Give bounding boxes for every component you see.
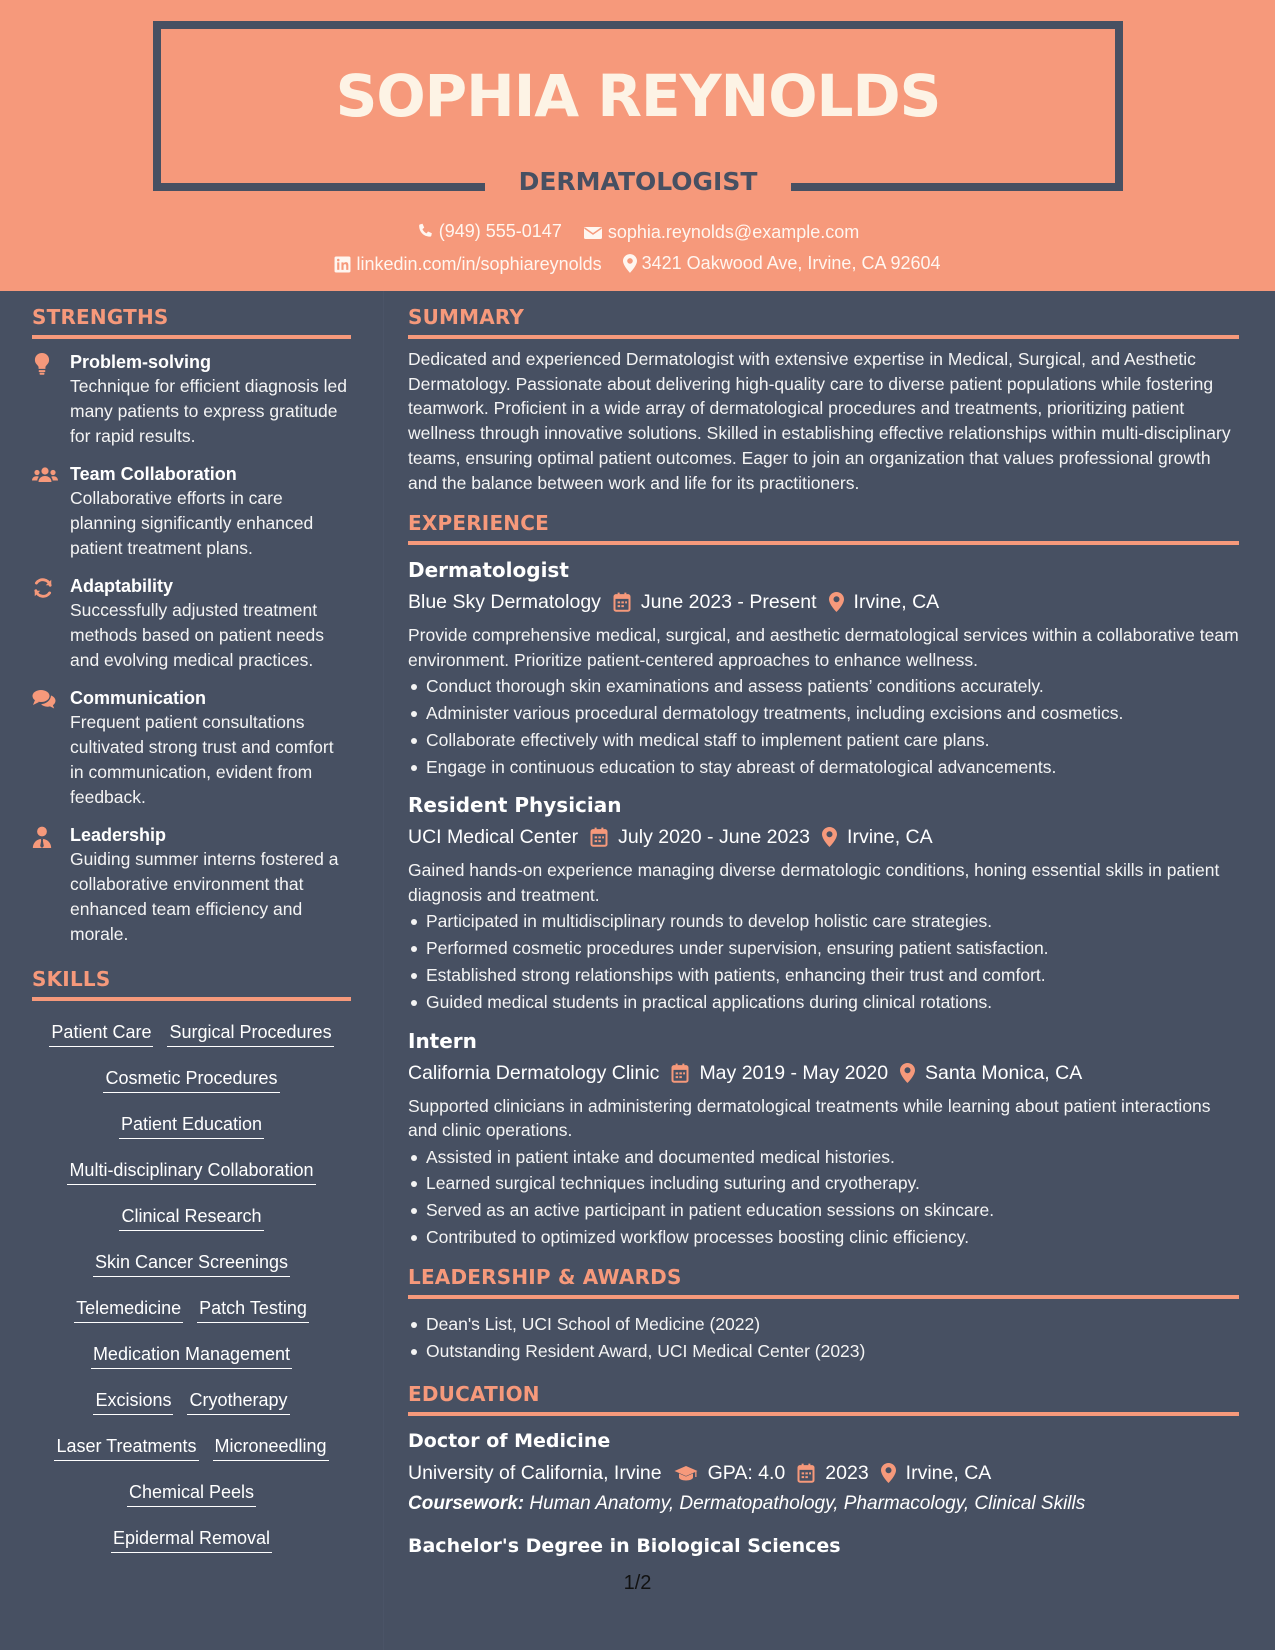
job-dates: May 2019 - May 2020 xyxy=(699,1061,889,1084)
skill-row xyxy=(32,1203,351,1231)
job-bullets xyxy=(408,908,1239,1015)
calendar-icon xyxy=(671,1063,689,1083)
skill-row xyxy=(32,1065,351,1093)
bullet-item: Established strong relationships with patients, enhancing their trust and comfort. xyxy=(408,962,1239,989)
strength-title: Problem-solving xyxy=(70,352,212,372)
graduation-cap-icon xyxy=(674,1464,698,1482)
company-name: UCI Medical Center xyxy=(408,826,579,849)
job-entry xyxy=(408,1028,1239,1251)
strength-title: Adaptability xyxy=(70,576,174,596)
bullet-item: Performed cosmetic procedures under supervision, ensuring patient satisfaction. xyxy=(408,935,1239,962)
bullet-item: Administer various procedural dermatology treatments, including excisions and cosmetics. xyxy=(408,700,1239,727)
skills-heading: SKILLS xyxy=(32,967,351,1001)
job-meta xyxy=(408,1058,1239,1088)
education-heading: EDUCATION xyxy=(408,1382,1239,1416)
strength-desc: Collaborative efforts in care planning significantly enhanced patient treatment plans. xyxy=(70,488,314,558)
strength-item xyxy=(32,575,351,673)
job-title: Dermatologist xyxy=(408,558,569,583)
frame-line-right xyxy=(791,183,1123,191)
skill-tag: Patch Testing xyxy=(197,1295,309,1323)
bullet-item: Contributed to optimized workflow processes boosting clinic efficiency. xyxy=(408,1224,1239,1251)
awards-heading: LEADERSHIP & AWARDS xyxy=(408,1265,1239,1299)
bullet-item: Assisted in patient intake and documented medical histories. xyxy=(408,1144,1239,1171)
frame-line-left xyxy=(153,183,485,191)
users-icon xyxy=(32,463,70,561)
email-text: sophia.reynolds@example.com xyxy=(607,222,860,242)
skill-tag: Microneedling xyxy=(213,1433,329,1461)
phone-text: (949) 555-0147 xyxy=(438,221,562,241)
calendar-icon xyxy=(797,1463,815,1483)
coursework xyxy=(408,1489,1239,1519)
summary-heading: SUMMARY xyxy=(408,305,1239,339)
strength-title: Leadership xyxy=(70,825,167,845)
gpa: GPA: 4.0 xyxy=(707,1462,786,1485)
strength-desc: Guiding summer interns fostered a collaborative environment that enhanced team efficiency and morale. xyxy=(70,849,339,944)
strength-desc: Technique for efficient diagnosis led many patients to express gratitude for rapid results. xyxy=(70,376,347,446)
user-tie-icon xyxy=(32,824,70,947)
bullet-item: Participated in multidisciplinary rounds to develop holistic care strategies. xyxy=(408,908,1239,935)
job-dates: June 2023 - Present xyxy=(640,591,817,614)
job-location: Irvine, CA xyxy=(847,826,933,849)
job-meta xyxy=(408,822,1239,852)
company-name: Blue Sky Dermatology xyxy=(408,591,601,614)
skill-row xyxy=(32,1111,351,1139)
coursework-label: Coursework: xyxy=(408,1493,525,1515)
education-entry xyxy=(408,1533,1239,1559)
skill-tag: Multi-disciplinary Collaboration xyxy=(67,1157,315,1185)
skill-tag: Skin Cancer Screenings xyxy=(93,1249,290,1277)
strength-item xyxy=(32,687,351,810)
job-title: Resident Physician xyxy=(408,793,622,818)
job-bullets xyxy=(408,673,1239,780)
awards-list xyxy=(408,1311,1239,1365)
skill-tag: Patient Education xyxy=(119,1111,264,1139)
strength-item xyxy=(32,824,351,947)
job-title: Intern xyxy=(408,1028,477,1053)
location-pin-icon xyxy=(822,827,837,847)
location-pin-icon xyxy=(623,254,637,273)
job-title: DERMATOLOGIST xyxy=(518,167,758,196)
calendar-icon xyxy=(613,592,631,612)
calendar-icon xyxy=(590,827,608,847)
skill-tag: Chemical Peels xyxy=(127,1479,256,1507)
bullet-item: Engage in continuous education to stay abreast of dermatological advancements. xyxy=(408,754,1239,781)
award-item: Dean's List, UCI School of Medicine (2022) xyxy=(408,1311,1239,1338)
strength-title: Team Collaboration xyxy=(70,464,237,484)
linkedin-text: linkedin.com/in/sophiareynolds xyxy=(356,254,602,274)
skill-tag: Medication Management xyxy=(91,1341,292,1369)
skill-row xyxy=(32,1019,351,1047)
strength-item xyxy=(32,351,351,449)
job-entry xyxy=(408,557,1239,780)
job-location: Santa Monica, CA xyxy=(925,1061,1083,1084)
graduation-year: 2023 xyxy=(825,1462,869,1485)
skill-tag: Cosmetic Procedures xyxy=(103,1065,279,1093)
job-description: Gained hands-on experience managing diverse dermatologic conditions, honing essential skills in patient diagnosis and treatment. xyxy=(408,860,1220,905)
award-item: Outstanding Resident Award, UCI Medical Center (2023) xyxy=(408,1338,1239,1365)
lightbulb-icon xyxy=(32,351,70,449)
skill-tag: Patient Care xyxy=(49,1019,153,1047)
phone-icon xyxy=(416,223,434,241)
skill-tag: Epidermal Removal xyxy=(111,1525,272,1553)
coursework-list: Human Anatomy, Dermatopathology, Pharmacology, Clinical Skills xyxy=(529,1493,1086,1515)
skill-row xyxy=(32,1249,351,1277)
location-pin-icon xyxy=(829,592,844,612)
candidate-name: SOPHIA REYNOLDS xyxy=(335,62,941,130)
skill-row xyxy=(32,1525,351,1553)
sync-icon xyxy=(32,575,70,673)
strength-title: Communication xyxy=(70,688,207,708)
bullet-item: Conduct thorough skin examinations and assess patients’ conditions accurately. xyxy=(408,673,1239,700)
skill-row xyxy=(32,1387,351,1415)
contact-row-1 xyxy=(0,221,1275,246)
job-description: Supported clinicians in administering dermatological treatments while learning about patient interactions and clinic operations. xyxy=(408,1095,1211,1141)
job-dates: July 2020 - June 2023 xyxy=(618,826,811,849)
skill-tag: Telemedicine xyxy=(74,1295,183,1323)
company-name: California Dermatology Clinic xyxy=(408,1061,660,1084)
job-description: Provide comprehensive medical, surgical, and aesthetic dermatological services within a collaborative team environment. Prioritize patient-centered approaches to enhance wellness. xyxy=(408,625,1239,670)
skill-tag: Clinical Research xyxy=(119,1203,263,1231)
comments-icon xyxy=(32,687,70,810)
job-bullets xyxy=(408,1144,1239,1251)
job-meta xyxy=(408,587,1239,617)
linkedin-contact[interactable] xyxy=(334,254,601,275)
degree-title: Bachelor's Degree in Biological Sciences xyxy=(408,1535,841,1558)
skill-tag: Surgical Procedures xyxy=(167,1019,333,1047)
envelope-icon xyxy=(583,225,603,241)
summary-text: Dedicated and experienced Dermatologist with extensive expertise in Medical, Surgical, and Aesthetic Dermatology. Passionate about delivering high-quality care to diverse patient populations while fostering teamwork. Proficient in a wide array of dermatological procedures and treatments, prioritizing patient wellness through innovative solutions. Skilled in establishing effective relationships within multi-disciplinary teams, ensuring optimal patient outcomes. Eager to join an organization that values professional growth and the balance between work and life for its practitioners. xyxy=(408,349,1231,493)
experience-heading: EXPERIENCE xyxy=(408,511,1239,545)
school-location: Irvine, CA xyxy=(905,1462,992,1485)
bullet-item: Collaborate effectively with medical staff to implement patient care plans. xyxy=(408,727,1239,754)
phone-contact[interactable] xyxy=(416,221,562,242)
skill-row xyxy=(32,1341,351,1369)
linkedin-icon xyxy=(334,256,351,273)
strengths-heading: STRENGTHS xyxy=(32,305,351,339)
skill-row xyxy=(32,1433,351,1461)
email-contact[interactable] xyxy=(583,222,859,243)
skill-row xyxy=(32,1157,351,1185)
header xyxy=(0,0,1275,291)
job-entry xyxy=(408,792,1239,1015)
bullet-item: Guided medical students in practical applications during clinical rotations. xyxy=(408,989,1239,1016)
contact-row-2 xyxy=(0,253,1275,278)
left-column xyxy=(32,305,351,1571)
skill-tag: Excisions xyxy=(93,1387,173,1415)
bullet-item: Learned surgical techniques including suturing and cryotherapy. xyxy=(408,1170,1239,1197)
degree-title: Doctor of Medicine xyxy=(408,1430,611,1453)
bullet-item: Served as an active participant in patient education sessions on skincare. xyxy=(408,1197,1239,1224)
skill-tag: Laser Treatments xyxy=(54,1433,198,1461)
skill-row xyxy=(32,1295,351,1323)
education-meta xyxy=(408,1458,1239,1488)
address-text: 3421 Oakwood Ave, Irvine, CA 92604 xyxy=(641,253,941,273)
page-number: 1/2 xyxy=(623,1572,652,1594)
skill-row xyxy=(32,1479,351,1507)
location-pin-icon xyxy=(881,1463,896,1483)
skills-list xyxy=(32,1013,351,1553)
strength-item xyxy=(32,463,351,561)
job-location: Irvine, CA xyxy=(853,591,940,614)
location-pin-icon xyxy=(900,1063,915,1083)
address-contact xyxy=(623,253,941,274)
strength-desc: Successfully adjusted treatment methods based on patient needs and evolving medical practices. xyxy=(70,600,324,670)
education-entry xyxy=(408,1428,1239,1519)
skill-tag: Cryotherapy xyxy=(187,1387,289,1415)
school-name: University of California, Irvine xyxy=(408,1462,662,1485)
column-divider xyxy=(383,291,384,1650)
right-column xyxy=(408,305,1239,1559)
strength-desc: Frequent patient consultations cultivated strong trust and comfort in communication, evident from feedback. xyxy=(70,712,334,807)
